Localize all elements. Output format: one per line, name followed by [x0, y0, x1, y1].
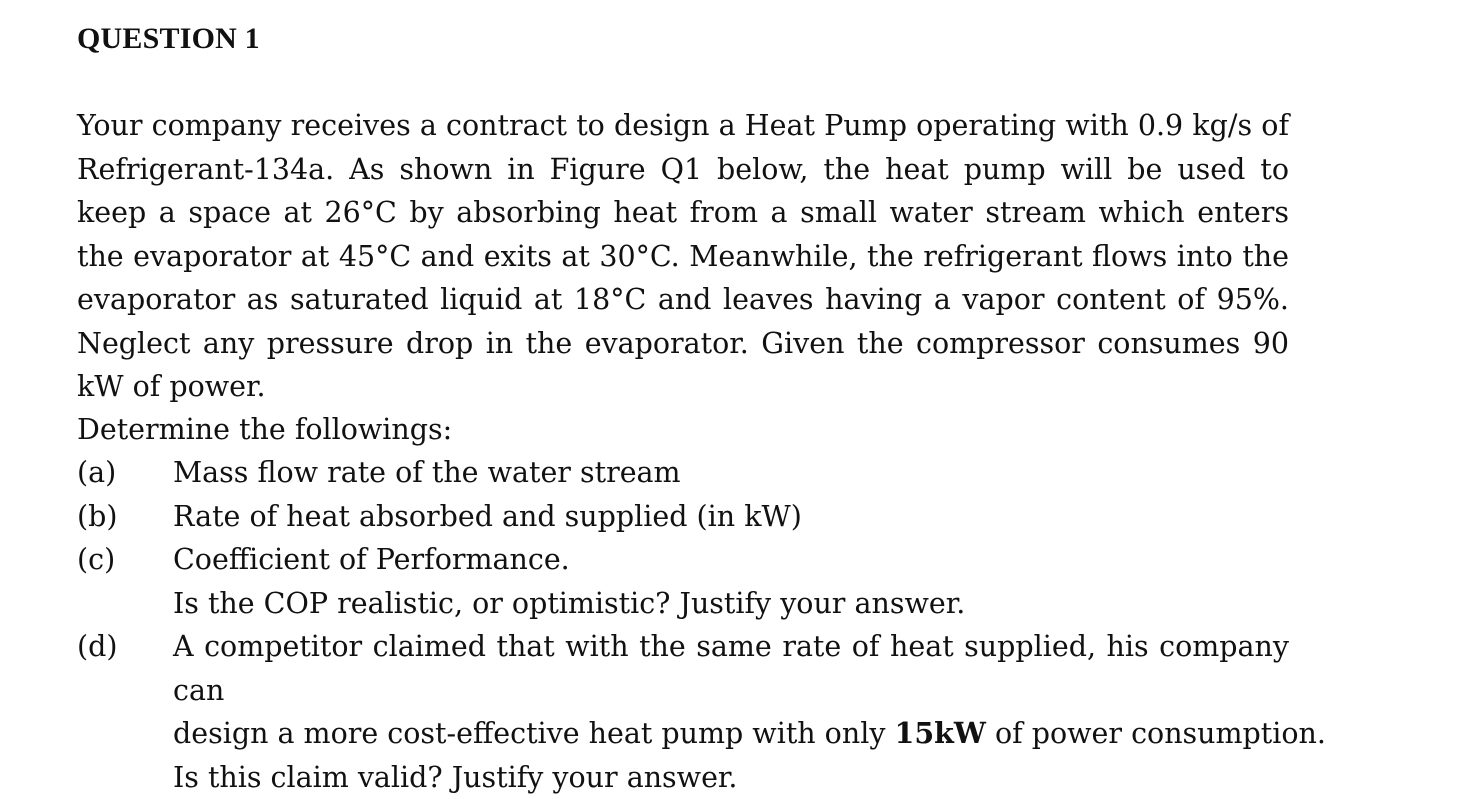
- sub-question-line: A competitor claimed that with the same rate of heat supplied, his company can: [173, 625, 1289, 712]
- sub-question-text: [173, 625, 1289, 799]
- sub-question-text-segment: of power consumption.: [986, 717, 1326, 750]
- sub-question-label: (c): [77, 538, 173, 582]
- sub-question-label: (d): [77, 625, 173, 669]
- sub-question-text: [173, 495, 1289, 539]
- determine-prompt: Determine the followings:: [77, 408, 452, 452]
- sub-question-label: (a): [77, 451, 173, 495]
- sub-question-line: Coefficient of Performance.: [173, 538, 1289, 582]
- sub-question-line: Mass flow rate of the water stream: [173, 451, 1289, 495]
- sub-question-b: [77, 495, 1289, 539]
- sub-question-d: [77, 625, 1289, 799]
- question-heading: QUESTION 1: [77, 22, 260, 56]
- sub-question-line: [173, 712, 1289, 756]
- sub-question-a: [77, 451, 1289, 495]
- sub-question-list: [77, 451, 1289, 799]
- sub-question-line: Rate of heat absorbed and supplied (in kW): [173, 495, 1289, 539]
- sub-question-text: [173, 538, 1289, 625]
- problem-statement: Your company receives a contract to design a Heat Pump operating with 0.9 kg/s of Refrigerant-134a. As shown in Figure Q1 below, the heat pump will be used to keep a space at 26°C by absorbing heat from a small water stream which enters the evaporator at 45°C and exits at 30°C. Meanwhile, the refrigerant flows into the evaporator as saturated liquid at 18°C and leaves having a vapor content of 95%. Neglect any pressure drop in the evaporator. Given the compressor consumes 90 kW of power.: [77, 104, 1289, 409]
- sub-question-line: Is this claim valid? Justify your answer.: [173, 756, 1289, 799]
- sub-question-line: Is the COP realistic, or optimistic? Justify your answer.: [173, 582, 1289, 626]
- sub-question-label: (b): [77, 495, 173, 539]
- sub-question-text-segment: design a more cost-effective heat pump with only: [173, 717, 894, 750]
- power-value-emphasis: 15kW: [894, 716, 985, 750]
- sub-question-text: [173, 451, 1289, 495]
- sub-question-c: [77, 538, 1289, 625]
